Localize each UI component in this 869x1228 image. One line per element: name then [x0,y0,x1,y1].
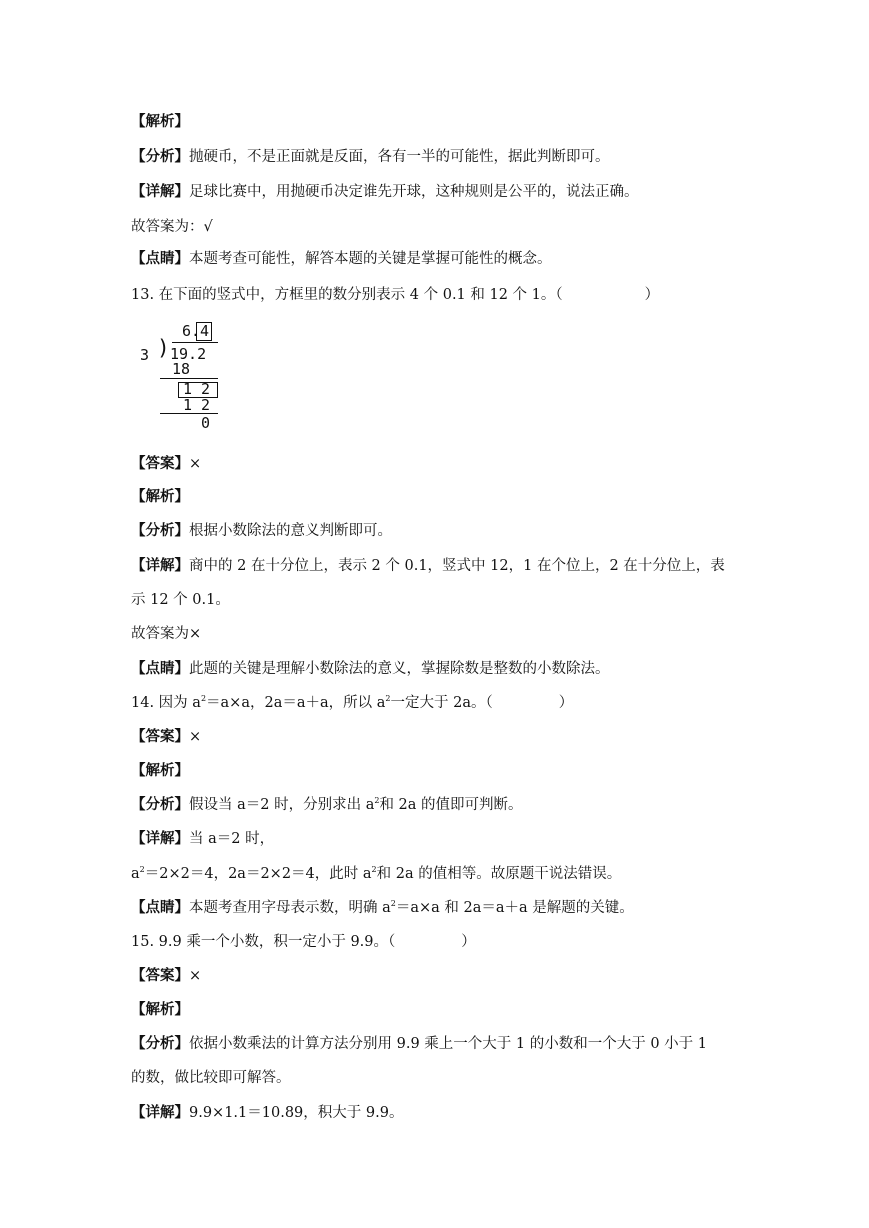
paren-close: ） [644,287,660,303]
xiangjie-tag: 【详解】 [131,558,189,574]
q14-xiangjie [131,830,274,848]
xiangjie-tag: 【详解】 [131,831,189,847]
quotient-int: 6. [182,322,201,340]
q13-stem [131,286,659,304]
xiangjie-text: ＝2×2＝4，2a＝2×2＝4，此时 a [144,866,372,882]
fenxi-text: 和 2a 的值即可判断。 [379,797,523,813]
fenxi-tag: 【分析】 [131,797,189,813]
answer-tag: 【答案】 [131,456,189,472]
answer-tag: 【答案】 [131,968,189,984]
q13-dianjing [131,660,610,678]
fenxi-text: 根据小数除法的意义判断即可。 [189,523,392,539]
quotient-box-digit: 4 [200,322,210,340]
paren-close: ） [461,934,476,950]
fenxi-text: 假设当 a＝2 时，分别求出 a [189,797,375,813]
fenxi-text: 抛硬币，不是正面就是反面，各有一半的可能性，据此判断即可。 [189,149,610,165]
q12-answer-line: 故答案为：√ [131,219,213,235]
answer-text: × [189,729,202,745]
q13-answer-line: 故答案为× [131,626,202,642]
xiangjie-tag: 【详解】 [131,184,189,200]
q12-fenxi [131,148,610,166]
q15-fenxi-cont: 的数，做比较即可解答。 [131,1070,291,1086]
xiangjie-text: 当 a＝2 时， [189,831,275,847]
answer-tag: 【答案】 [131,729,189,745]
final-remainder: 0 [201,414,211,432]
q13-fenxi [131,522,392,540]
q15-stem [131,933,476,951]
dividend: 19.2 [170,345,207,363]
fenxi-tag: 【分析】 [131,1036,189,1052]
stem-part: ＝a×a，2a＝a＋a，所以 a [206,695,386,711]
fenxi-text: 依据小数乘法的计算方法分别用 9.9 乘上一个大于 1 的小数和一个大于 0 小于 1 [189,1036,707,1052]
subtrahend-2: 1 2 [183,396,211,414]
xiangjie-text: a [131,866,140,882]
q14-fenxi [131,796,523,814]
xiangjie-text: 商中的 2 在十分位上，表示 2 个 0.1，竖式中 12，1 在个位上，2 在十分位上，表 [189,558,725,574]
fenxi-tag: 【分析】 [131,523,189,539]
question-stem: 13. 在下面的竖式中，方框里的数分别表示 4 个 0.1 和 12 个 1。（ [131,287,563,303]
dianjing-tag: 【点睛】 [131,900,189,916]
q12-xiangjie [131,183,639,201]
paren-close: ） [558,695,574,711]
q15-answer [131,967,201,985]
q14-dianjing [131,899,634,917]
answer-text: × [189,456,202,472]
subtrahend-1: 18 [172,360,191,378]
remainder-digits: 1 2 [183,380,211,398]
division-bar [172,342,218,343]
xiangjie-text: 足球比赛中，用抛硬币决定谁先开球，这种规则是公平的，说法正确。 [189,184,639,200]
answer-text: × [189,968,202,984]
dianjing-text: 此题的关键是理解小数除法的意义，掌握除数是整数的小数除法。 [189,661,610,677]
q15-jiexi-label: 【解析】 [131,1002,189,1018]
q12-jiexi-label: 【解析】 [131,114,189,130]
dianjing-tag: 【点睛】 [131,251,189,267]
dianjing-text: ＝a×a 和 2a＝a＋a 是解题的关键。 [395,900,634,916]
superscript: 2 [371,865,377,874]
q13-xiangjie [131,557,725,575]
long-division-figure [140,320,230,432]
stem-part: 14. 因为 a [131,695,201,711]
dianjing-text: 本题考查可能性，解答本题的关键是掌握可能性的概念。 [189,251,552,267]
superscript: 2 [385,694,391,703]
q13-xiangjie-cont: 示 12 个 0.1。 [131,592,230,608]
xiangjie-text: 9.9×1.1＝10.89，积大于 9.9。 [189,1105,404,1121]
q14-stem [131,694,573,712]
q14-answer [131,728,201,746]
q13-jiexi-label: 【解析】 [131,489,189,505]
divisor: 3 [140,346,150,364]
xiangjie-tag: 【详解】 [131,1105,189,1121]
dianjing-text: 本题考查用字母表示数，明确 a [189,900,391,916]
q13-answer [131,455,201,473]
dianjing-tag: 【点睛】 [131,661,189,677]
division-bracket: ) [157,336,170,360]
superscript: 2 [390,899,396,908]
fenxi-tag: 【分析】 [131,149,189,165]
stem-part: 一定大于 2a。（ [390,695,493,711]
superscript: 2 [139,865,145,874]
q14-xiangjie-cont [131,865,621,883]
q15-fenxi [131,1035,707,1053]
xiangjie-text: 和 2a 的值相等。故原题干说法错误。 [376,866,622,882]
superscript: 2 [200,694,207,703]
subtraction-line-1 [160,378,218,379]
superscript: 2 [374,796,380,805]
q15-xiangjie [131,1104,403,1122]
q14-jiexi-label: 【解析】 [131,763,189,779]
question-stem: 15. 9.9 乘一个小数，积一定小于 9.9。（ [131,934,396,950]
q12-dianjing [131,250,552,268]
